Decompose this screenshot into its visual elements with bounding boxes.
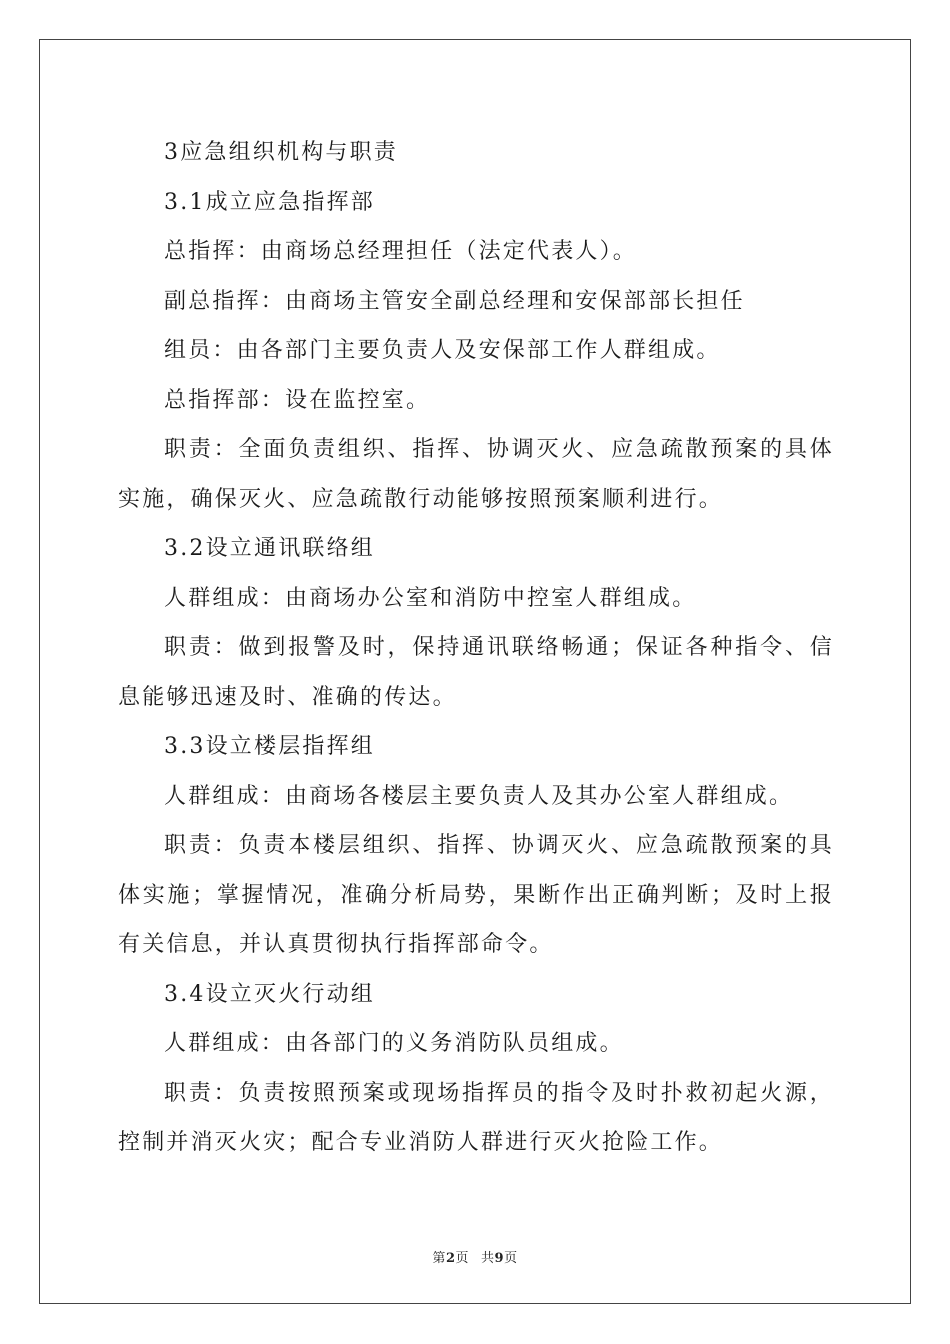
paragraph: 副总指挥：由商场主管安全副总经理和安保部部长担任 [164,288,745,314]
paragraph: 职责：负责本楼层组织、指挥、协调灭火、应急疏散预案的具体实施；掌握情况，准确分析局势，果断作出正确判断；及时上报有关信息，并认真贯彻执行指挥部命令。 [118,833,834,957]
page-prefix: 第 [432,1251,446,1266]
total-suffix: 页 [504,1251,518,1266]
paragraph: 职责：做到报警及时，保持通讯联络畅通；保证各种指令、信息能够迅速及时、准确的传达。 [118,635,834,710]
page-suffix: 页 [455,1251,469,1266]
section-heading: 3应急组织机构与职责 [164,140,398,165]
paragraph: 职责：全面负责组织、指挥、协调灭火、应急疏散预案的具体实施，确保灭火、应急疏散行动能够按照预案顺利进行。 [118,437,834,512]
paragraph: 人群组成：由商场办公室和消防中控室人群组成。 [164,585,697,611]
subsection-heading: 3.1成立应急指挥部 [164,189,375,215]
paragraph: 总指挥部：设在监控室。 [164,387,431,413]
page-indicator [432,1251,469,1266]
subsection-heading: 3.4设立灭火行动组 [164,981,375,1007]
paragraph: 人群组成：由商场各楼层主要负责人及其办公室人群组成。 [164,783,794,809]
paragraph: 人群组成：由各部门的义务消防队员组成。 [164,1031,624,1056]
paragraph: 组员：由各部门主要负责人及安保部工作人群组成。 [164,338,721,363]
total-pages: 9 [494,1251,505,1266]
document-body [118,128,834,1168]
page-footer [0,1247,950,1266]
paragraph: 总指挥：由商场总经理担任（法定代表人）。 [164,239,638,264]
total-prefix: 共 [481,1251,495,1266]
page-number: 2 [445,1251,456,1266]
paragraph: 职责：负责按照预案或现场指挥员的指令及时扑救初起火源，控制并消灭火灾；配合专业消防人群进行灭火抢险工作。 [118,1080,834,1155]
subsection-heading: 3.3设立楼层指挥组 [164,734,375,759]
total-pages-indicator [481,1251,518,1266]
subsection-heading: 3.2设立通讯联络组 [164,536,375,561]
